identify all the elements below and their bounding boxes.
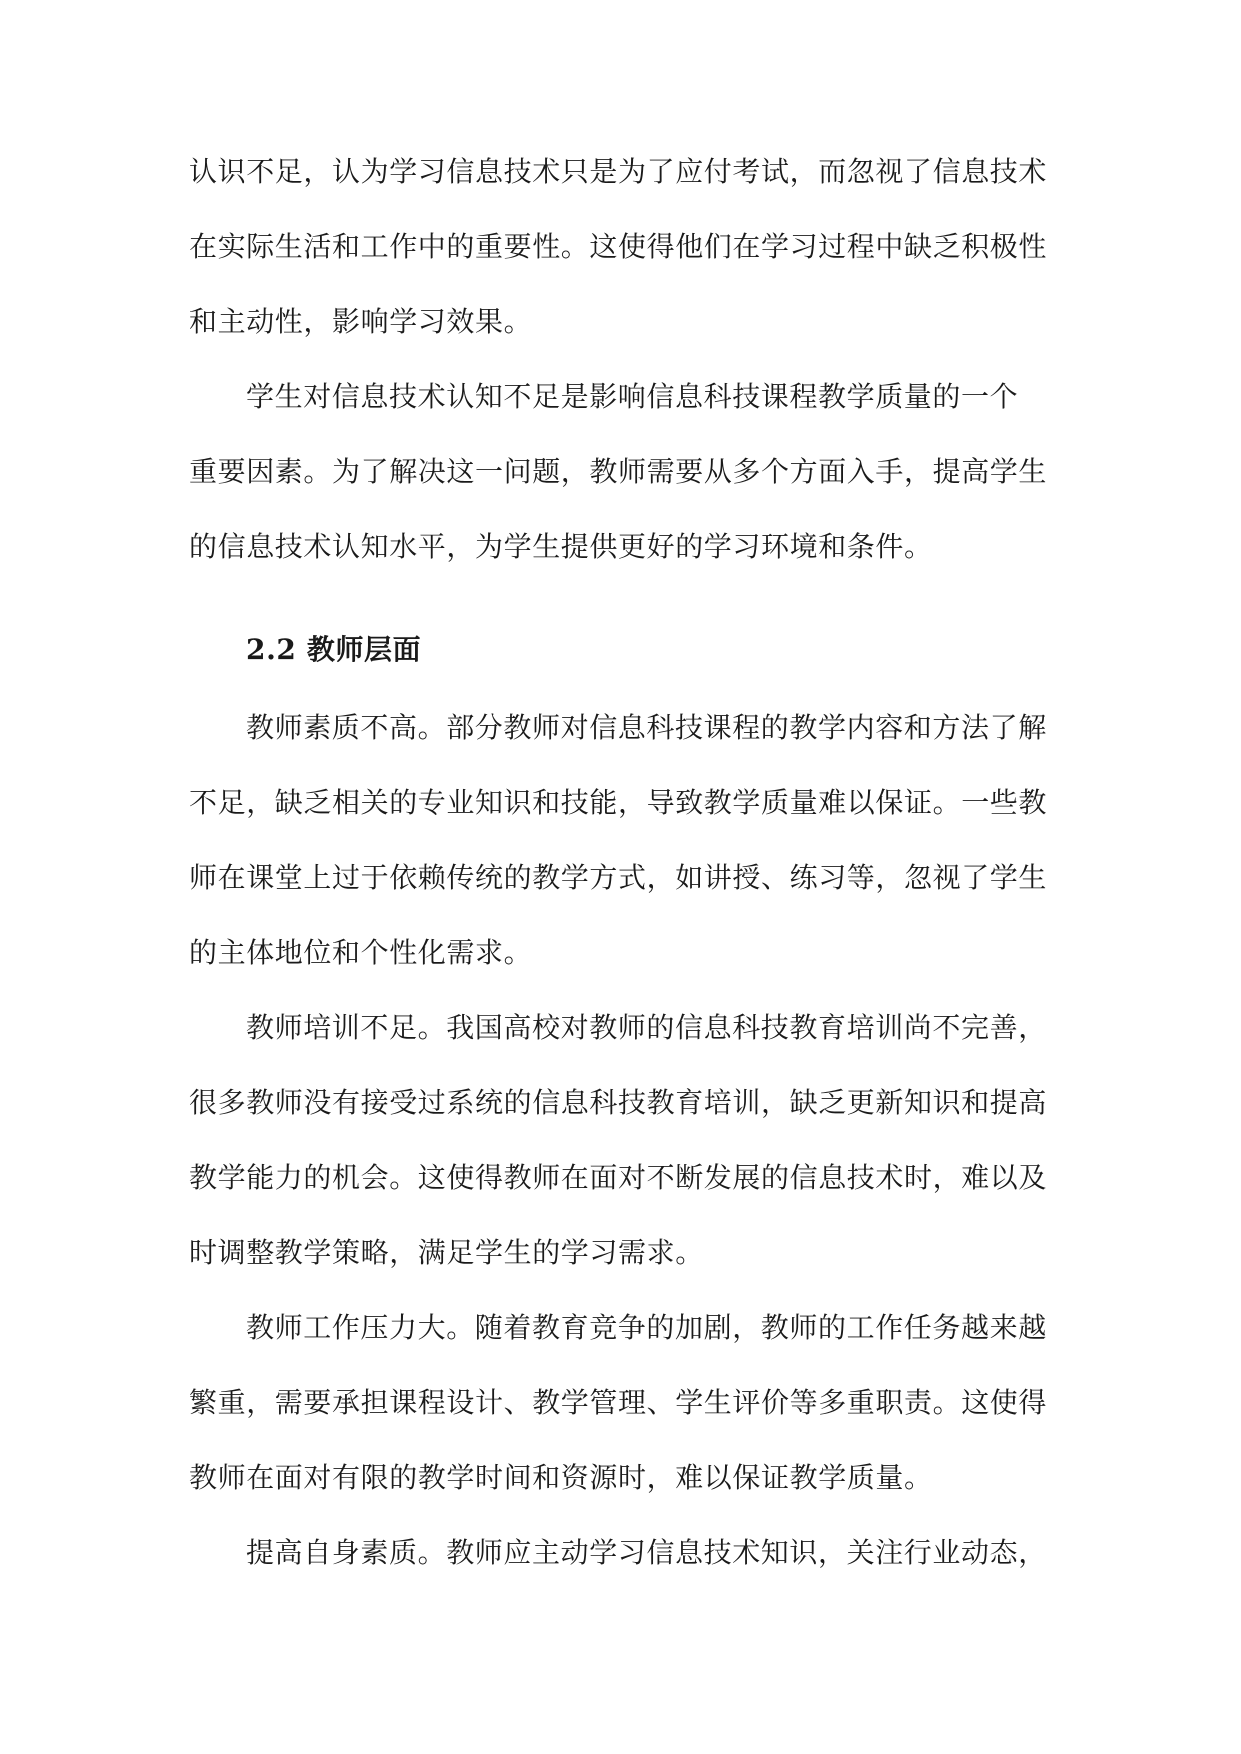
paragraph-line: 提高自身素质。教师应主动学习信息技术知识，关注行业动态，	[246, 1536, 1047, 1569]
paragraph-line: 时调整教学策略，满足学生的学习需求。	[189, 1236, 704, 1269]
paragraph-line: 重要因素。为了解决这一问题，教师需要从多个方面入手，提高学生	[189, 455, 1048, 488]
paragraph-line: 认识不足，认为学习信息技术只是为了应付考试，而忽视了信息技术	[189, 155, 1048, 188]
paragraph-line: 教学能力的机会。这使得教师在面对不断发展的信息技术时，难以及	[189, 1161, 1048, 1194]
paragraph-line: 的信息技术认知水平，为学生提供更好的学习环境和条件。	[189, 530, 933, 563]
paragraph-line: 教师工作压力大。随着教育竞争的加剧，教师的工作任务越来越	[246, 1311, 1047, 1344]
paragraph-line: 繁重，需要承担课程设计、教学管理、学生评价等多重职责。这使得	[189, 1386, 1048, 1419]
section-heading: 2.2 教师层面	[246, 633, 422, 666]
paragraph-line: 教师培训不足。我国高校对教师的信息科技教育培训尚不完善，	[246, 1011, 1047, 1044]
paragraph-line: 教师在面对有限的教学时间和资源时，难以保证教学质量。	[189, 1461, 933, 1494]
paragraph-line: 在实际生活和工作中的重要性。这使得他们在学习过程中缺乏积极性	[189, 230, 1048, 263]
paragraph-line: 的主体地位和个性化需求。	[189, 936, 533, 969]
paragraph-line: 师在课堂上过于依赖传统的教学方式，如讲授、练习等，忽视了学生	[189, 861, 1048, 894]
paragraph-line: 很多教师没有接受过系统的信息科技教育培训，缺乏更新知识和提高	[189, 1086, 1048, 1119]
paragraph-line: 不足，缺乏相关的专业知识和技能，导致教学质量难以保证。一些教	[189, 786, 1048, 819]
paragraph-line: 教师素质不高。部分教师对信息科技课程的教学内容和方法了解	[246, 711, 1047, 744]
paragraph-line: 和主动性，影响学习效果。	[189, 305, 533, 338]
paragraph-line: 学生对信息技术认知不足是影响信息科技课程教学质量的一个	[246, 380, 1019, 413]
